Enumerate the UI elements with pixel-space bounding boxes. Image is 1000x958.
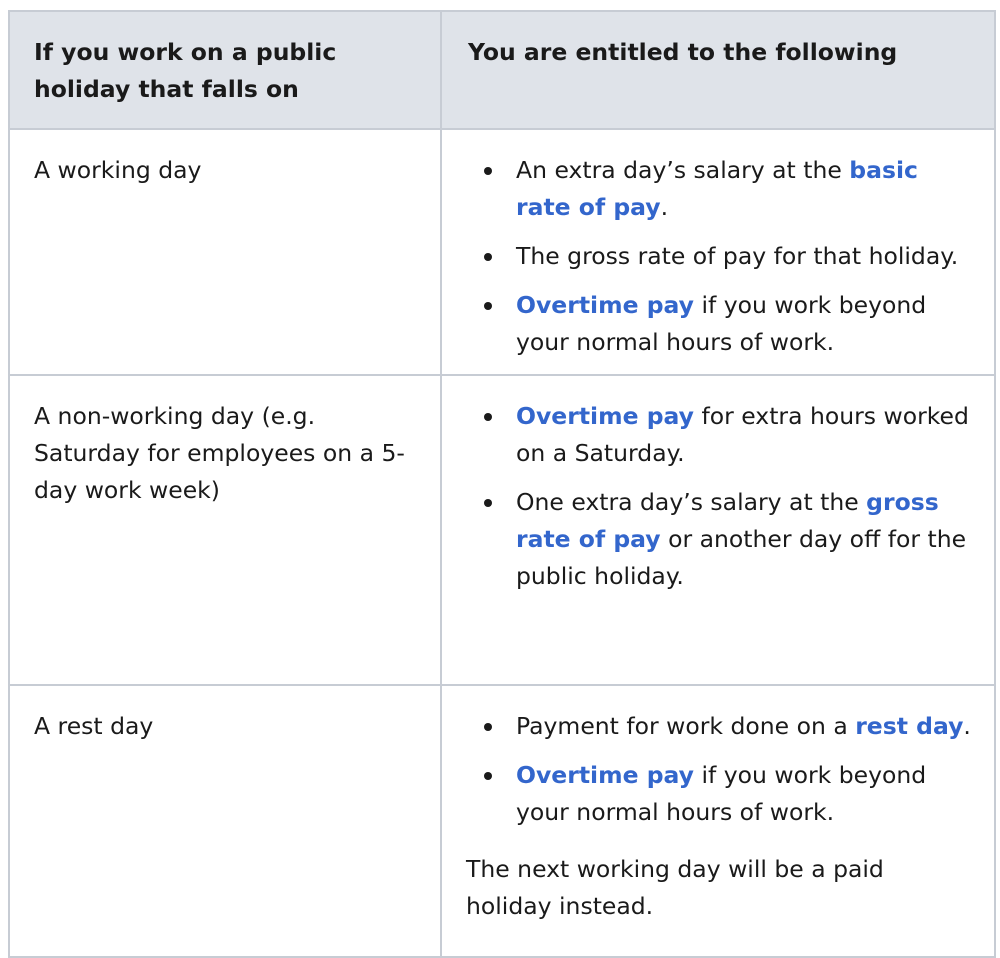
paid-holiday-note: The next working day will be a paid holiday instead. (466, 855, 884, 920)
header-cell-holiday-falls-on: If you work on a public holiday that falls on (9, 11, 441, 129)
day-type-cell: A rest day (9, 685, 441, 957)
list-item (466, 287, 974, 361)
list-item (466, 152, 974, 226)
item-text: The gross rate of pay for that holiday. (516, 242, 959, 270)
public-holiday-entitlement-table (8, 10, 996, 958)
overtime-pay-link[interactable]: Overtime pay (516, 291, 694, 319)
gross-rate-of-pay-link[interactable]: gross rate of pay (516, 488, 939, 553)
table-row (9, 685, 995, 957)
rest-day-link[interactable]: rest day (855, 712, 964, 740)
item-text: . (660, 193, 669, 221)
item-text: if you work beyond your normal hours of work. (516, 291, 927, 356)
entitlement-cell (441, 375, 995, 685)
item-text: Payment for work done on a (516, 712, 856, 740)
table-row (9, 129, 995, 375)
item-text: An extra day’s salary at the (516, 156, 850, 184)
entitlement-list (466, 708, 974, 831)
list-item (466, 757, 974, 831)
entitlement-list (466, 152, 974, 361)
item-text: for extra hours worked on a Saturday. (516, 402, 969, 467)
entitlement-list (466, 398, 974, 595)
list-item (466, 238, 974, 275)
item-text: One extra day’s salary at the (516, 488, 867, 516)
list-item (466, 398, 974, 472)
table-row (9, 375, 995, 685)
day-type-cell: A working day (9, 129, 441, 375)
list-item (466, 484, 974, 595)
overtime-pay-link[interactable]: Overtime pay (516, 761, 694, 789)
header-cell-entitlement: You are entitled to the following (441, 11, 995, 129)
day-type-cell: A non-working day (e.g. Saturday for employees on a 5-day work week) (9, 375, 441, 685)
item-text: if you work beyond your normal hours of work. (516, 761, 927, 826)
basic-rate-of-pay-link[interactable]: basic rate of pay (516, 156, 918, 221)
item-text: . (963, 712, 971, 740)
entitlement-cell (441, 685, 995, 957)
item-text: or another day off for the public holiday. (516, 525, 967, 590)
overtime-pay-link[interactable]: Overtime pay (516, 402, 694, 430)
list-item (466, 708, 974, 745)
entitlement-cell (441, 129, 995, 375)
table-header-row (9, 11, 995, 129)
